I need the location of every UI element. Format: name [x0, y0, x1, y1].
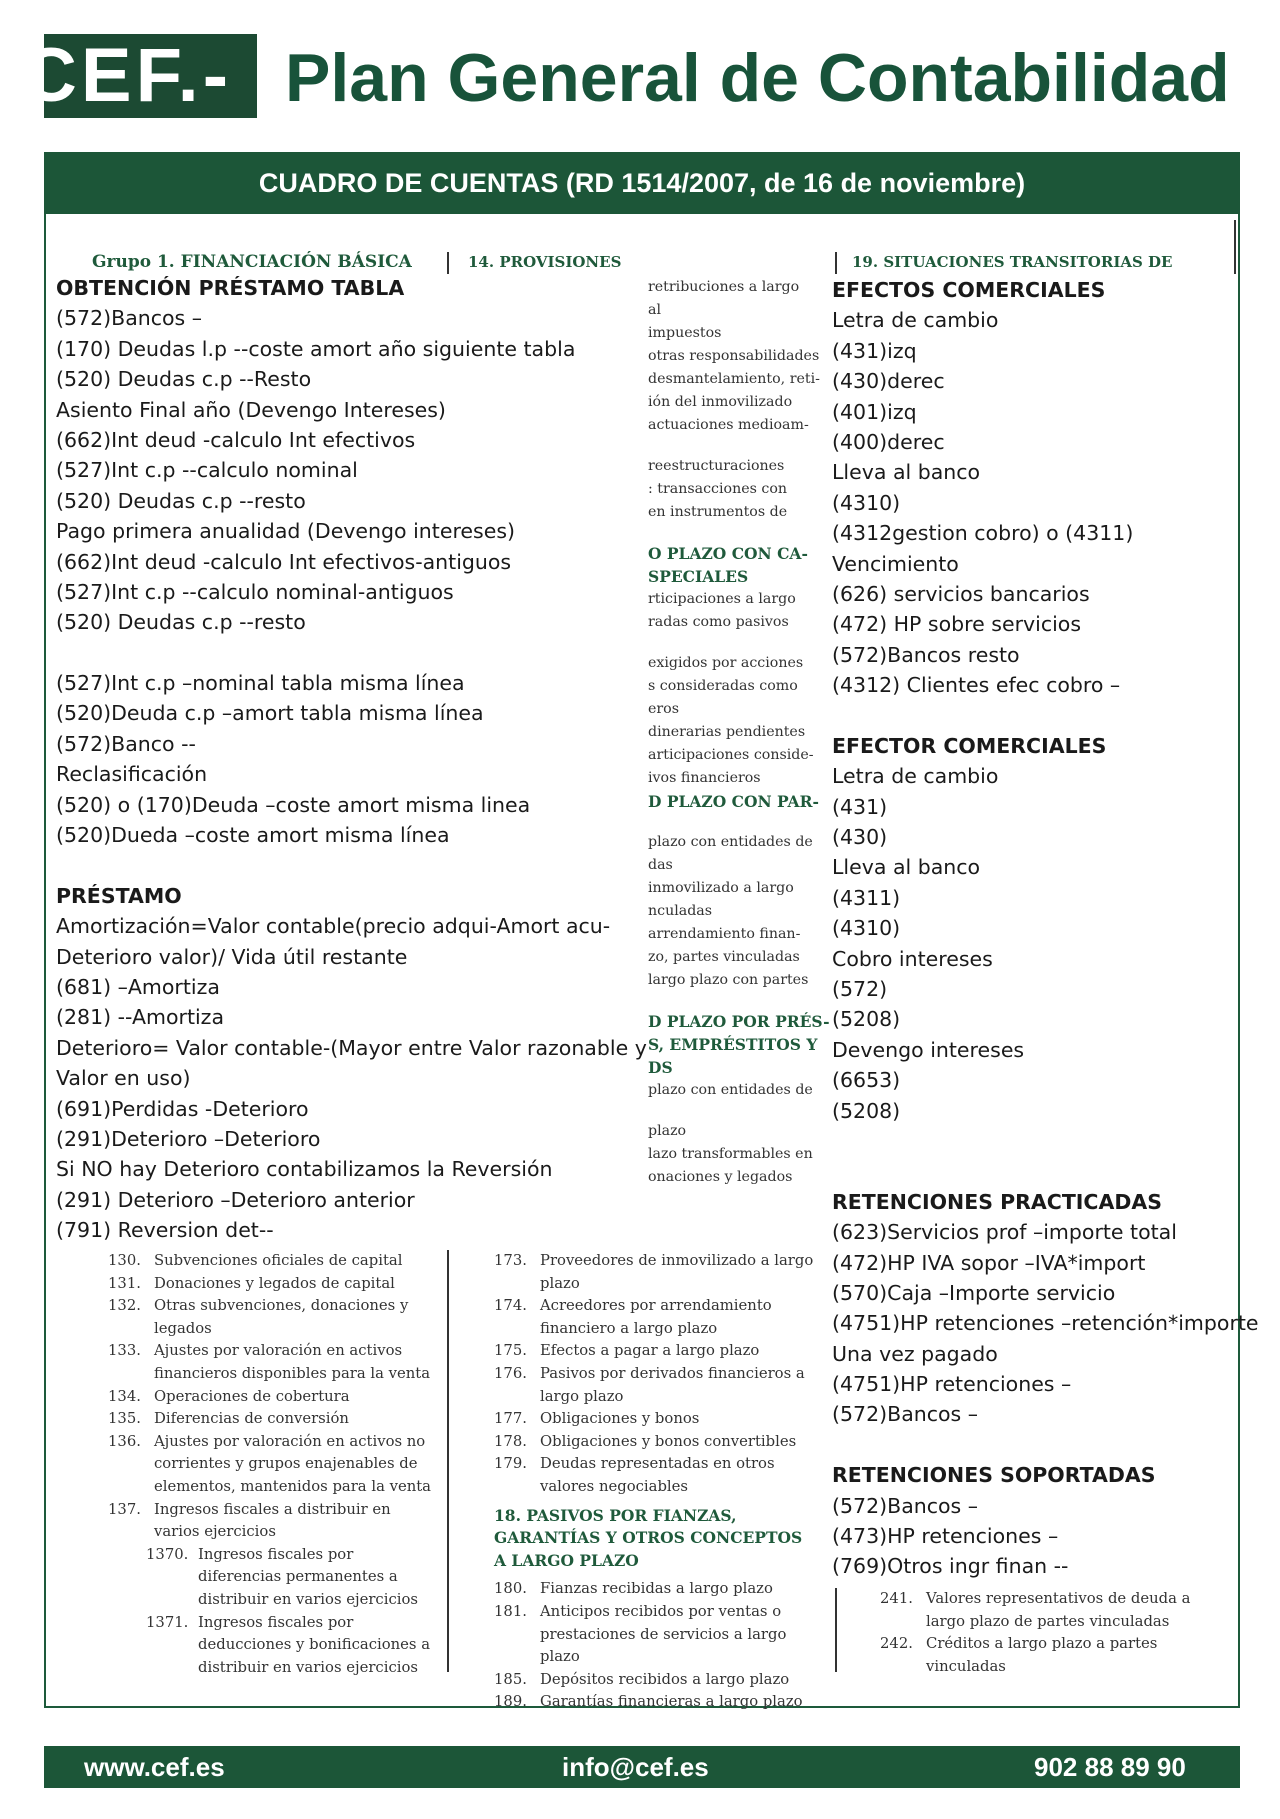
account-subitem: 1371. Ingresos fiscales por deducciones y bonificaciones a distribuir en varios ejercicios [146, 1613, 431, 1676]
account-item: 177. Obligaciones y bonos [494, 1410, 700, 1428]
account-item: 180. Fianzas recibidas a largo plazo [494, 1580, 773, 1598]
account-subitem: 1370. Ingresos fiscales por diferencias permanentes a distribuir en varios ejercicios [146, 1545, 418, 1608]
accounts-list-17-18 [494, 1250, 814, 1711]
account-item: 173. Proveedores de inmovilizado a largo plazo [494, 1252, 814, 1292]
separator [1234, 220, 1236, 274]
account-item: 175. Efectos a pagar a largo plazo [494, 1342, 760, 1360]
separator [447, 252, 449, 274]
right-notes: EFECTOS COMERCIALES Letra de cambio (431)izq (430)derec (401)izq (400)derec Lleva al banco (4310) (4312gestion cobro) o (4311) Vencimiento (626) servicios bancarios (472) HP sobre servicios (572)Bancos resto (4312) Clientes efec cobro – EFECTOR COMERCIALES Letra de cambio (431) (430) Lleva al banco (4311) (4310) Cobro intereses (572) (5208) Devengo intereses (6653) (5208) RETENCIONES PRACTICADAS (623)Servicios prof –importe total (472)HP IVA sopor –IVA*import (570)Caja –Importe servicio (4751)HP retenciones –retención*importe Una vez pagado (4751)HP retenciones – (572)Bancos – RETENCIONES SOPORTADAS (572)Bancos – (473)HP retenciones – (769)Otros ingr finan -- [832, 278, 1259, 1579]
account-item: 137. Ingresos fiscales a distribuir en varios ejercicios [108, 1500, 391, 1541]
account-item: 181. Anticipos recibidos por ventas o prestaciones de servicios a largo plazo [494, 1602, 787, 1666]
account-item: 189. Garantías financieras a largo plazo [494, 1693, 803, 1711]
left-notes: OBTENCIÓN PRÉSTAMO TABLA (572)Bancos – (170) Deudas l.p --coste amort año siguiente tabla (520) Deudas c.p --Resto Asiento Final año (Devengo Intereses) (662)Int deud -calculo Int efectivos (527)Int c.p --calculo nominal (520) Deudas c.p --resto Pago primera anualidad (Devengo intereses) (662)Int deud -calculo Int efectivos-antiguos (527)Int c.p --calculo nominal-antiguos (520) Deudas c.p --resto (527)Int c.p –nominal tabla misma línea (520)Deuda c.p –amort tabla misma línea (572)Banco -- Reclasificación (520) o (170)Deuda –coste amort misma linea (520)Dueda –coste amort misma línea PRÉSTAMO Amortización=Valor contable(precio adqui-Amort acu- Deterioro valor)/ Vida útil restante (681) –Amortiza (281) --Amortiza Deterioro= Valor contable-(Mayor entre Valor razonable y Valor en uso) (691)Perdidas -Deterioro (291)Deterioro –Deterioro Si NO hay Deterioro contabilizamos la Reversión (291) Deterioro –Deterioro anterior (791) Reversion det-- [56, 276, 647, 1243]
account-item: 134. Operaciones de cobertura [108, 1387, 350, 1405]
phone-number[interactable]: 902 88 89 90 [1034, 1752, 1186, 1782]
group-14-title: 14. PROVISIONES [468, 253, 622, 271]
accounts-list-13 [108, 1250, 432, 1674]
account-item: 242. Créditos a largo plazo a partes vinculadas [880, 1635, 1158, 1675]
account-item: 132. Otras subvenciones, donaciones y legados [108, 1297, 409, 1337]
account-item: 241. Valores representativos de deuda a largo plazo de partes vinculadas [880, 1590, 1191, 1630]
header-band: CUADRO DE CUENTAS (RD 1514/2007, de 16 de noviembre) [44, 152, 1240, 214]
account-item: 176. Pasivos por derivados financieros a largo plazo [494, 1364, 805, 1405]
footer-bar [44, 1746, 1240, 1788]
account-item: 179. Deudas representadas en otros valores negociables [494, 1455, 775, 1495]
group-18-heading: 18. PASIVOS POR FIANZAS, GARANTÍAS Y OTROS CONCEPTOS A LARGO PLAZO [494, 1505, 803, 1570]
website-link[interactable]: www.cef.es [84, 1752, 225, 1782]
account-item: 131. Donaciones y legados de capital [108, 1274, 395, 1292]
separator [835, 252, 837, 274]
account-item: 136. Ajustes por valoración en activos no corrientes y grupos enajenables de elementos, mantenidos para la venta [108, 1432, 432, 1495]
separator [447, 1250, 449, 1672]
account-item: 135. Diferencias de conversión [108, 1410, 349, 1428]
account-item: 133. Ajustes por valoración en activos financieros disponibles para la venta [108, 1342, 431, 1382]
account-item: 174. Acreedores por arrendamiento financiero a largo plazo [494, 1297, 772, 1337]
cef-logo: CEF.- [44, 34, 257, 118]
account-item: 178. Obligaciones y bonos convertibles [494, 1432, 797, 1450]
account-item: 130. Subvenciones oficiales de capital [108, 1252, 403, 1269]
middle-fragments: retribuciones a largo al impuestos otras responsabilidades desmantelamiento, reti- ión del inmovilizado actuaciones medioam- reestructuraciones : transacciones con en instrumentos de O PLAZO CON CA- SPECIALES rticipaciones a largo radas como pasivos exigidos por acciones s consideradas como eros dinerarias pendientes articipaciones conside- ivos financieros D PLAZO CON PAR- plazo con entidades de das inmovilizado a largo nculadas arrendamiento finan- zo, partes vinculadas largo plazo con partes D PLAZO POR PRÉS- S, EMPRÉSTITOS Y DS plazo con entidades de plazo lazo transformables en onaciones y legados [648, 279, 830, 1185]
separator [835, 1588, 837, 1672]
accounts-list-24 [880, 1588, 1206, 1676]
group-1-title: Grupo 1. FINANCIACIÓN BÁSICA [92, 252, 412, 272]
account-item: 185. Depósitos recibidos a largo plazo [494, 1670, 790, 1688]
document-title: Plan General de Contabilidad [285, 40, 1230, 116]
email-link[interactable]: info@cef.es [562, 1752, 709, 1782]
group-19-title: 19. SITUACIONES TRANSITORIAS DE [852, 253, 1173, 271]
